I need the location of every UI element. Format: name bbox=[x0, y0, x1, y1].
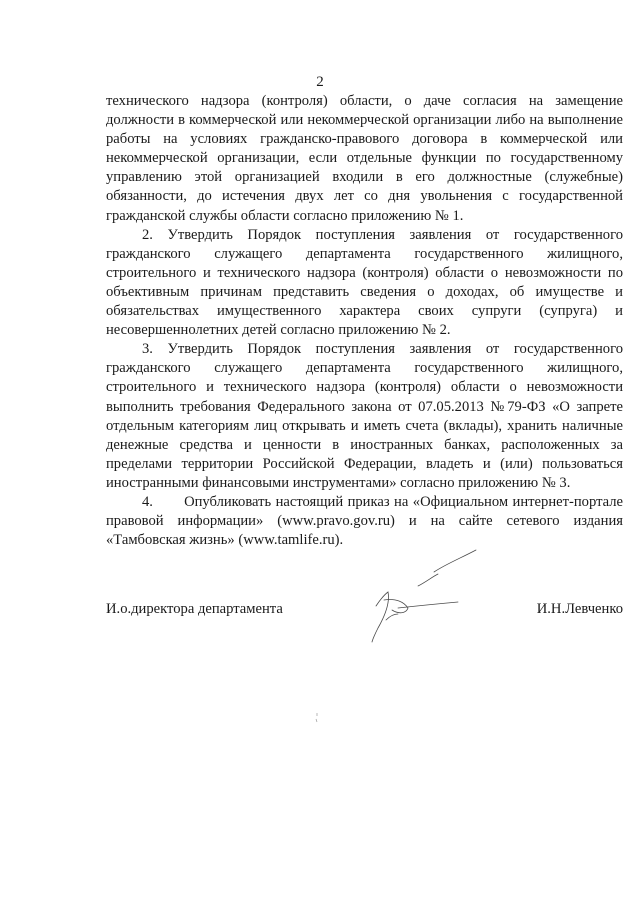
signature-block bbox=[106, 596, 623, 656]
signer-title: И.о.директора департамента bbox=[106, 601, 283, 617]
paragraph-item-4: 4. Опубликовать настоящий приказ на «Официальном интернет-портале правовой информации» (www.pravo.gov.ru) и на сайте сетевого издания «Тамбовская жизнь» (www.tamlife.ru). bbox=[106, 493, 623, 549]
scan-artifact-icon bbox=[314, 712, 320, 726]
signer-name: И.Н.Левченко bbox=[536, 601, 623, 617]
handwritten-signature bbox=[346, 544, 496, 644]
paragraph-item-3: 3. Утвердить Порядок поступления заявления от государственного гражданского служащего департамента государственного жилищного, строительного и технического надзора (контроля) области о невозможности выполнить требования Федерального закона от 07.05.2013 №79-ФЗ «О запрете отдельным категориям лиц открывать и иметь счета (вклады), хранить наличные денежные средства и ценности в иностранных банках, расположенных за пределами территории Российской Федерации, владеть и (или) пользоваться иностранными финансовыми инструментами» согласно приложению № 3. bbox=[106, 341, 623, 491]
document-body bbox=[106, 92, 623, 550]
paragraph-item-2: 2. Утвердить Порядок поступления заявления от государственного гражданского служащего департамента государственного жилищного, строительного и технического надзора (контроля) области о невозможности по объективным причинам представить сведения о доходах, об имуществе и обязательствах имущественного характера своих супруги (супруга) и несовершеннолетних детей согласно приложению № 2. bbox=[106, 226, 623, 339]
paragraph-continuation: технического надзора (контроля) области, о даче согласия на замещение должности в коммерческой или некоммерческой организации либо на выполнение работы на условиях гражданско-правового договора в коммерческой или некоммерческой организации, если отдельные функции по государственному управлению этой организацией входили в его должностные (служебные) обязанности, до истечения двух лет со дня увольнения с государственной гражданской службы области согласно приложению № 1. bbox=[106, 93, 623, 224]
page-number: 2 bbox=[316, 74, 324, 90]
